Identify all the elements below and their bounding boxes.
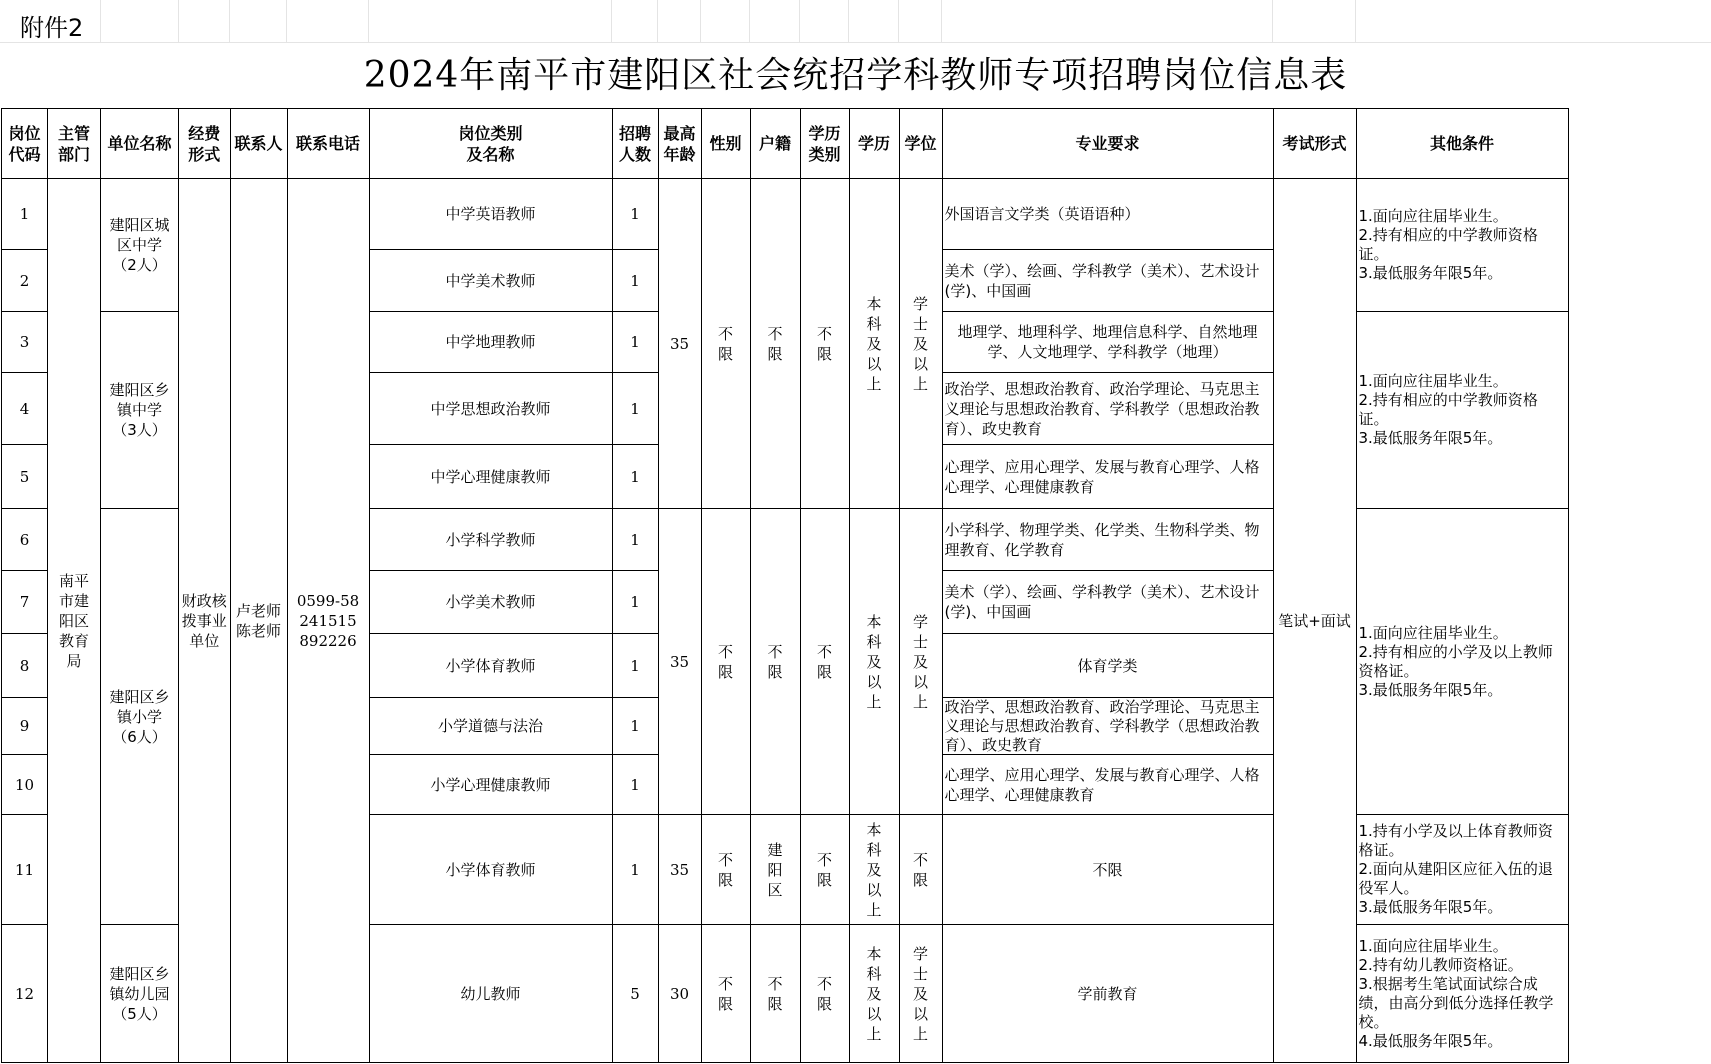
cell-count: 1: [612, 445, 658, 509]
header-count: 招聘人数: [612, 109, 658, 179]
cell-age: 35: [658, 509, 701, 815]
cell-position: 中学心理健康教师: [369, 445, 612, 509]
recruitment-table: [1, 108, 1569, 1063]
cell-gender: 不限: [701, 179, 750, 509]
cell-position: 中学英语教师: [369, 179, 612, 250]
condition-item: 2.持有相应的小学及以上教师资格证。: [1358, 642, 1553, 680]
cell-code: 1: [2, 179, 48, 250]
condition-item: 3.最低服务年限5年。: [1358, 429, 1503, 447]
cell-major: 心理学、应用心理学、发展与教育心理学、人格心理学、心理健康教育: [942, 755, 1273, 815]
cell-count: 1: [612, 698, 658, 755]
cell-degree: 学士及以上: [899, 925, 942, 1063]
cell-count: 1: [612, 179, 658, 250]
cell-hukou: 不限: [750, 925, 800, 1063]
condition-item: 1.面向应往届毕业生。: [1358, 372, 1508, 390]
cell-age: 35: [658, 815, 701, 925]
header-row: [2, 109, 1569, 179]
header-unit: 单位名称: [101, 109, 179, 179]
page-title: 2024年南平市建阳区社会统招学科教师专项招聘岗位信息表: [363, 55, 1348, 96]
cell-code: 2: [2, 250, 48, 312]
cell-unit: 建阳区乡镇小学（6人）: [101, 509, 179, 925]
cell-major: 体育学类: [942, 634, 1273, 698]
header-degree: 学位: [899, 109, 942, 179]
cell-position: 小学体育教师: [369, 634, 612, 698]
cell-education: 本科及以上: [849, 925, 899, 1063]
cell-count: 1: [612, 571, 658, 634]
cell-unit: 建阳区乡镇中学（3人）: [101, 312, 179, 509]
header-hukou: 户籍: [750, 109, 800, 179]
condition-item: 2.持有相应的中学教师资格证。: [1358, 226, 1538, 263]
header-other: 其他条件: [1356, 109, 1568, 179]
cell-conditions: [1356, 179, 1568, 312]
cell-count: 1: [612, 755, 658, 815]
cell-hukou: 不限: [750, 179, 800, 509]
cell-major: 小学科学、物理学类、化学类、生物科学类、物理教育、化学教育: [942, 509, 1273, 571]
cell-contact: 卢老师陈老师: [230, 179, 287, 1063]
condition-item: 2.持有幼儿教师资格证。: [1358, 955, 1523, 974]
cell-conditions: [1356, 925, 1568, 1063]
header-exam: 考试形式: [1273, 109, 1356, 179]
cell-count: 1: [612, 250, 658, 312]
sheet-top-line: [0, 42, 1711, 43]
header-funding: 经费形式: [179, 109, 231, 179]
cell-code: 8: [2, 634, 48, 698]
cell-major: 外国语言文学类（英语语种）: [942, 179, 1273, 250]
cell-exam: 笔试+面试: [1273, 179, 1356, 1063]
header-position: 岗位类别及名称: [369, 109, 612, 179]
cell-education: 本科及以上: [849, 815, 899, 925]
cell-position: 中学美术教师: [369, 250, 612, 312]
cell-position: 中学思想政治教师: [369, 373, 612, 445]
header-phone: 联系电话: [287, 109, 369, 179]
condition-item: 1.面向应往届毕业生。: [1358, 936, 1508, 955]
cell-major: 美术（学）、绘画、学科教学（美术）、艺术设计(学)、中国画: [942, 250, 1273, 312]
cell-code: 5: [2, 445, 48, 509]
cell-position: 中学地理教师: [369, 312, 612, 373]
cell-education: 本科及以上: [849, 509, 899, 815]
cell-degree: 学士及以上: [899, 179, 942, 509]
header-major: 专业要求: [942, 109, 1273, 179]
cell-gender: 不限: [701, 815, 750, 925]
cell-edu-type: 不限: [800, 179, 849, 509]
header-contact: 联系人: [230, 109, 287, 179]
cell-education: 本科及以上: [849, 179, 899, 509]
cell-edu-type: 不限: [800, 509, 849, 815]
cell-count: 1: [612, 373, 658, 445]
condition-item: 1.面向应往届毕业生。: [1358, 207, 1508, 225]
cell-major: 政治学、思想政治教育、政治学理论、马克思主义理论与思想政治教育、学科教学（思想政治教育）、政史教育: [942, 373, 1273, 445]
cell-count: 1: [612, 312, 658, 373]
cell-conditions: [1356, 509, 1568, 815]
cell-code: 7: [2, 571, 48, 634]
cell-position: 小学心理健康教师: [369, 755, 612, 815]
cell-code: 9: [2, 698, 48, 755]
cell-major: 心理学、应用心理学、发展与教育心理学、人格心理学、心理健康教育: [942, 445, 1273, 509]
cell-age: 30: [658, 925, 701, 1063]
cell-position: 小学体育教师: [369, 815, 612, 925]
cell-count: 1: [612, 509, 658, 571]
condition-item: 3.根据考生笔试面试综合成绩，由高分到低分选择任教学校。: [1358, 974, 1554, 1031]
cell-degree: 不限: [899, 815, 942, 925]
cell-unit: 建阳区乡镇幼儿园（5人）: [101, 925, 179, 1063]
cell-position: 小学美术教师: [369, 571, 612, 634]
cell-major: 美术（学）、绘画、学科教学（美术）、艺术设计(学)、中国画: [942, 571, 1273, 634]
cell-major: 不限: [942, 815, 1273, 925]
condition-item: 2.持有相应的中学教师资格证。: [1358, 391, 1538, 428]
condition-item: 3.最低服务年限5年。: [1358, 898, 1503, 916]
header-code: 岗位代码: [2, 109, 48, 179]
attachment-label: 附件2: [20, 14, 84, 42]
condition-item: 4.最低服务年限5年。: [1358, 1031, 1503, 1050]
cell-age: 35: [658, 179, 701, 509]
cell-code: 4: [2, 373, 48, 445]
cell-gender: 不限: [701, 925, 750, 1063]
header-gender: 性别: [701, 109, 750, 179]
table-row: [2, 179, 1569, 250]
condition-item: 3.最低服务年限5年。: [1358, 680, 1503, 699]
cell-conditions: [1356, 312, 1568, 509]
header-education: 学历: [849, 109, 899, 179]
condition-item: 1.面向应往届毕业生。: [1358, 623, 1508, 642]
condition-item: 3.最低服务年限5年。: [1358, 264, 1503, 282]
cell-unit: 建阳区城区中学（2人）: [101, 179, 179, 312]
header-department: 主管部门: [48, 109, 101, 179]
cell-code: 11: [2, 815, 48, 925]
cell-code: 6: [2, 509, 48, 571]
cell-major: 政治学、思想政治教育、政治学理论、马克思主义理论与思想政治教育、学科教学（思想政治教育）、政史教育: [942, 698, 1273, 755]
cell-gender: 不限: [701, 509, 750, 815]
cell-hukou: 不限: [750, 509, 800, 815]
cell-major: 学前教育: [942, 925, 1273, 1063]
cell-code: 12: [2, 925, 48, 1063]
header-age: 最高年龄: [658, 109, 701, 179]
cell-position: 小学道德与法治: [369, 698, 612, 755]
condition-item: 1.持有小学及以上体育教师资格证。: [1358, 822, 1553, 859]
cell-major: 地理学、地理科学、地理信息科学、自然地理学、人文地理学、学科教学（地理）: [942, 312, 1273, 373]
condition-item: 2.面向从建阳区应征入伍的退役军人。: [1358, 860, 1553, 897]
cell-position: 幼儿教师: [369, 925, 612, 1063]
cell-funding: 财政核拨事业单位: [179, 179, 231, 1063]
cell-code: 3: [2, 312, 48, 373]
cell-hukou: 建阳区: [750, 815, 800, 925]
cell-phone: 0599-58241515892226: [287, 179, 369, 1063]
cell-conditions: [1356, 815, 1568, 925]
cell-position: 小学科学教师: [369, 509, 612, 571]
cell-count: 1: [612, 634, 658, 698]
cell-edu-type: 不限: [800, 815, 849, 925]
sheet-top-grid: [0, 0, 1711, 42]
header-edu-type: 学历类别: [800, 109, 849, 179]
cell-department: 南平市建阳区教育局: [48, 179, 101, 1063]
cell-count: 1: [612, 815, 658, 925]
cell-edu-type: 不限: [800, 925, 849, 1063]
cell-degree: 学士及以上: [899, 509, 942, 815]
cell-code: 10: [2, 755, 48, 815]
cell-count: 5: [612, 925, 658, 1063]
